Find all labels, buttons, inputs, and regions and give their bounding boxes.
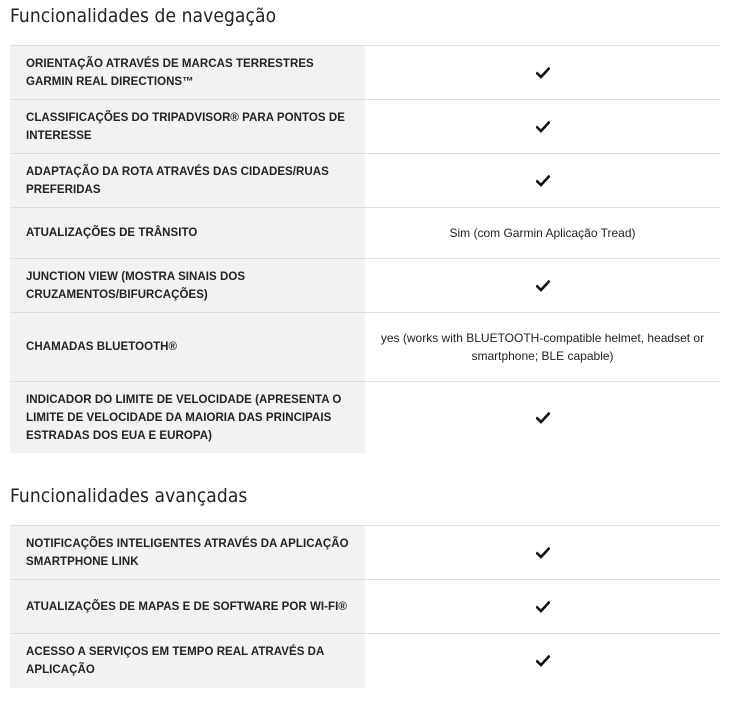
check-icon bbox=[536, 280, 550, 292]
spec-value bbox=[365, 46, 720, 99]
table-row bbox=[10, 154, 720, 208]
navigation-spec-table bbox=[10, 45, 720, 453]
table-row bbox=[10, 526, 720, 580]
spec-value-text: yes (works with BLUETOOTH-compatible helmet, headset or smartphone; BLE capable) bbox=[380, 331, 705, 363]
advanced-spec-table bbox=[10, 525, 720, 688]
spec-label: NOTIFICAÇÕES INTELIGENTES ATRAVÉS DA APLICAÇÃO SMARTPHONE LINK bbox=[10, 526, 365, 579]
table-row bbox=[10, 580, 720, 634]
spec-value bbox=[365, 154, 720, 207]
spec-label: CHAMADAS BLUETOOTH® bbox=[10, 313, 365, 381]
spec-label: CLASSIFICAÇÕES DO TRIPADVISOR® PARA PONTOS DE INTERESSE bbox=[10, 100, 365, 153]
table-row bbox=[10, 208, 720, 259]
spec-value bbox=[365, 634, 720, 688]
check-icon bbox=[536, 601, 550, 613]
spec-label: JUNCTION VIEW (MOSTRA SINAIS DOS CRUZAMENTOS/BIFURCAÇÕES) bbox=[10, 259, 365, 312]
check-icon bbox=[536, 547, 550, 559]
table-row bbox=[10, 313, 720, 382]
table-row bbox=[10, 100, 720, 154]
table-row bbox=[10, 259, 720, 313]
spec-value bbox=[365, 526, 720, 579]
spec-value bbox=[365, 382, 720, 453]
spec-label: INDICADOR DO LIMITE DE VELOCIDADE (APRESENTA O LIMITE DE VELOCIDADE DA MAIORIA DAS PRINCIPAIS ESTRADAS DOS EUA E EUROPA) bbox=[10, 382, 365, 453]
spec-value-text: Sim (com Garmin Aplicação Tread) bbox=[449, 226, 636, 240]
spec-value bbox=[365, 259, 720, 312]
spec-label: ACESSO A SERVIÇOS EM TEMPO REAL ATRAVÉS DA APLICAÇÃO bbox=[10, 634, 365, 688]
section-title-advanced: Funcionalidades avançadas bbox=[10, 485, 248, 507]
section-title-navigation: Funcionalidades de navegação bbox=[10, 5, 277, 27]
spec-label: ORIENTAÇÃO ATRAVÉS DE MARCAS TERRESTRES GARMIN REAL DIRECTIONS™ bbox=[10, 46, 365, 99]
spec-value bbox=[365, 580, 720, 633]
table-row bbox=[10, 634, 720, 688]
spec-label: ATUALIZAÇÕES DE MAPAS E DE SOFTWARE POR WI-FI® bbox=[10, 580, 365, 633]
check-icon bbox=[536, 175, 550, 187]
spec-value bbox=[365, 100, 720, 153]
spec-label: ATUALIZAÇÕES DE TRÂNSITO bbox=[10, 208, 365, 258]
check-icon bbox=[536, 412, 550, 424]
spec-label: ADAPTAÇÃO DA ROTA ATRAVÉS DAS CIDADES/RUAS PREFERIDAS bbox=[10, 154, 365, 207]
table-row bbox=[10, 382, 720, 453]
check-icon bbox=[536, 67, 550, 79]
check-icon bbox=[536, 121, 550, 133]
check-icon bbox=[536, 655, 550, 667]
table-row bbox=[10, 46, 720, 100]
